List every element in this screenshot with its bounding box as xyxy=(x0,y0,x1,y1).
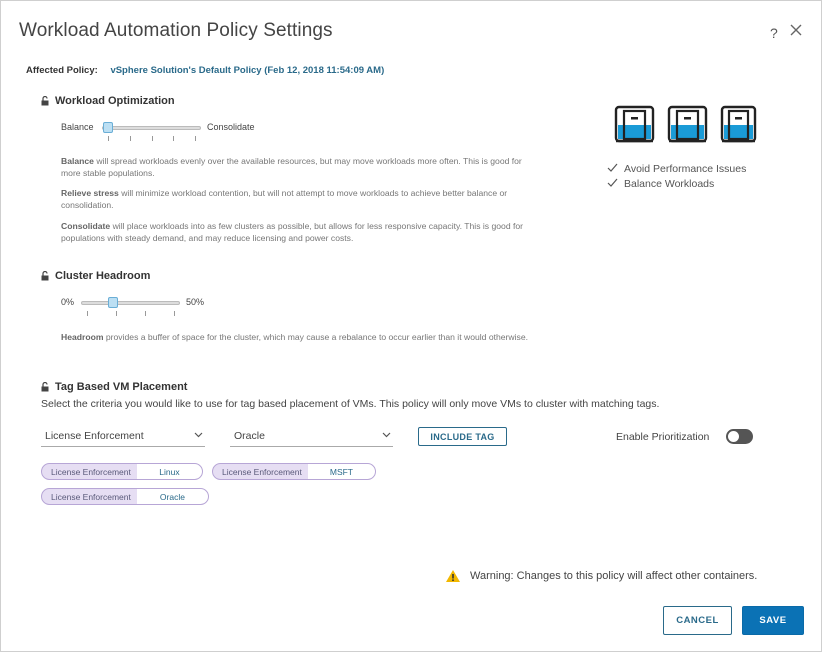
tag-placement-heading xyxy=(41,381,187,393)
workload-optimization-title: Workload Optimization xyxy=(55,95,175,107)
optimization-slider-thumb[interactable] xyxy=(103,122,113,133)
headroom-description: Headroom provides a buffer of space for the cluster, which may cause a rebalance to occur earlier than it would otherwise. xyxy=(61,332,529,342)
tag-category-select[interactable]: License Enforcement xyxy=(41,430,205,447)
server-rack-icon xyxy=(614,105,655,143)
slider-tick xyxy=(130,136,131,141)
benefit-item: Avoid Performance Issues xyxy=(607,163,746,175)
chevron-down-icon xyxy=(382,429,391,441)
server-rack-icon xyxy=(667,105,708,143)
tag-chip[interactable] xyxy=(41,488,209,505)
tag-chip-key: License Enforcement xyxy=(51,466,131,477)
slider-tick xyxy=(173,136,174,141)
optimization-slider-track[interactable] xyxy=(102,126,201,130)
tag-chip[interactable] xyxy=(212,463,376,480)
headroom-slider-track[interactable] xyxy=(81,301,180,305)
include-tag-button[interactable]: INCLUDE TAG xyxy=(418,427,507,446)
tag-chip-value: Linux xyxy=(137,464,202,479)
tag-chip[interactable] xyxy=(41,463,203,480)
tag-placement-title: Tag Based VM Placement xyxy=(55,381,188,393)
check-icon xyxy=(607,178,618,190)
workload-optimization-heading xyxy=(41,95,175,107)
chevron-down-icon xyxy=(194,429,203,441)
affected-policy-label: Affected Policy: xyxy=(26,65,98,76)
tag-value-select[interactable]: Oracle xyxy=(230,430,393,447)
tag-chip-key: License Enforcement xyxy=(51,491,131,502)
tag-chip-value: MSFT xyxy=(308,464,375,479)
close-icon[interactable] xyxy=(790,23,802,41)
benefit-item: Balance Workloads xyxy=(607,178,746,190)
unlock-icon[interactable] xyxy=(41,96,50,106)
benefits-list xyxy=(607,163,746,193)
tag-chip-key: License Enforcement xyxy=(222,466,302,477)
warning-message xyxy=(445,569,757,583)
prioritization-toggle[interactable] xyxy=(726,429,753,444)
affected-policy xyxy=(26,65,384,76)
cluster-headroom-title: Cluster Headroom xyxy=(55,270,151,282)
unlock-icon[interactable] xyxy=(41,382,50,392)
slider-tick xyxy=(174,311,175,316)
server-rack-icon xyxy=(720,105,757,143)
dialog-title: Workload Automation Policy Settings xyxy=(19,20,333,41)
warning-text: Warning: Changes to this policy will affect other containers. xyxy=(470,570,758,582)
headroom-slider-thumb[interactable] xyxy=(108,297,118,308)
slider-min-label: Balance xyxy=(61,122,94,132)
save-button[interactable]: SAVE xyxy=(742,606,804,635)
consolidate-description: Consolidate will place workloads into as few clusters as possible, but allows for less responsive capacity. This is good for populations with steady demand, and may reduce licensing and power costs. xyxy=(61,221,524,243)
cluster-headroom-heading xyxy=(41,270,150,282)
slider-tick xyxy=(152,136,153,141)
slider-tick xyxy=(87,311,88,316)
help-icon[interactable]: ? xyxy=(770,25,778,41)
unlock-icon[interactable] xyxy=(41,271,50,281)
tag-chip-value: Oracle xyxy=(137,489,208,504)
balance-description: Balance will spread workloads evenly over the available resources, but may move workloads more often. This is good for more stable populations. xyxy=(61,156,522,178)
check-icon xyxy=(607,163,618,175)
affected-policy-value: vSphere Solution's Default Policy (Feb 12, 2018 11:54:09 AM) xyxy=(110,65,385,76)
headroom-max-label: 50% xyxy=(186,297,205,307)
prioritization-label: Enable Prioritization xyxy=(616,431,710,443)
slider-max-label: Consolidate xyxy=(207,122,255,132)
cancel-button[interactable]: CANCEL xyxy=(663,606,732,635)
slider-tick xyxy=(145,311,146,316)
slider-tick xyxy=(116,311,117,316)
server-illustration xyxy=(614,105,757,143)
warning-icon xyxy=(445,569,461,583)
relieve-stress-description: Relieve stress will minimize workload contention, but will not attempt to move workloads to achieve better balance or consolidation. xyxy=(61,188,508,210)
toggle-knob xyxy=(728,431,739,442)
slider-tick xyxy=(195,136,196,141)
slider-tick xyxy=(108,136,109,141)
headroom-min-label: 0% xyxy=(61,297,75,307)
tag-instructions: Select the criteria you would like to use for tag based placement of VMs. This policy will only move VMs to cluster with matching tags. xyxy=(41,398,660,410)
